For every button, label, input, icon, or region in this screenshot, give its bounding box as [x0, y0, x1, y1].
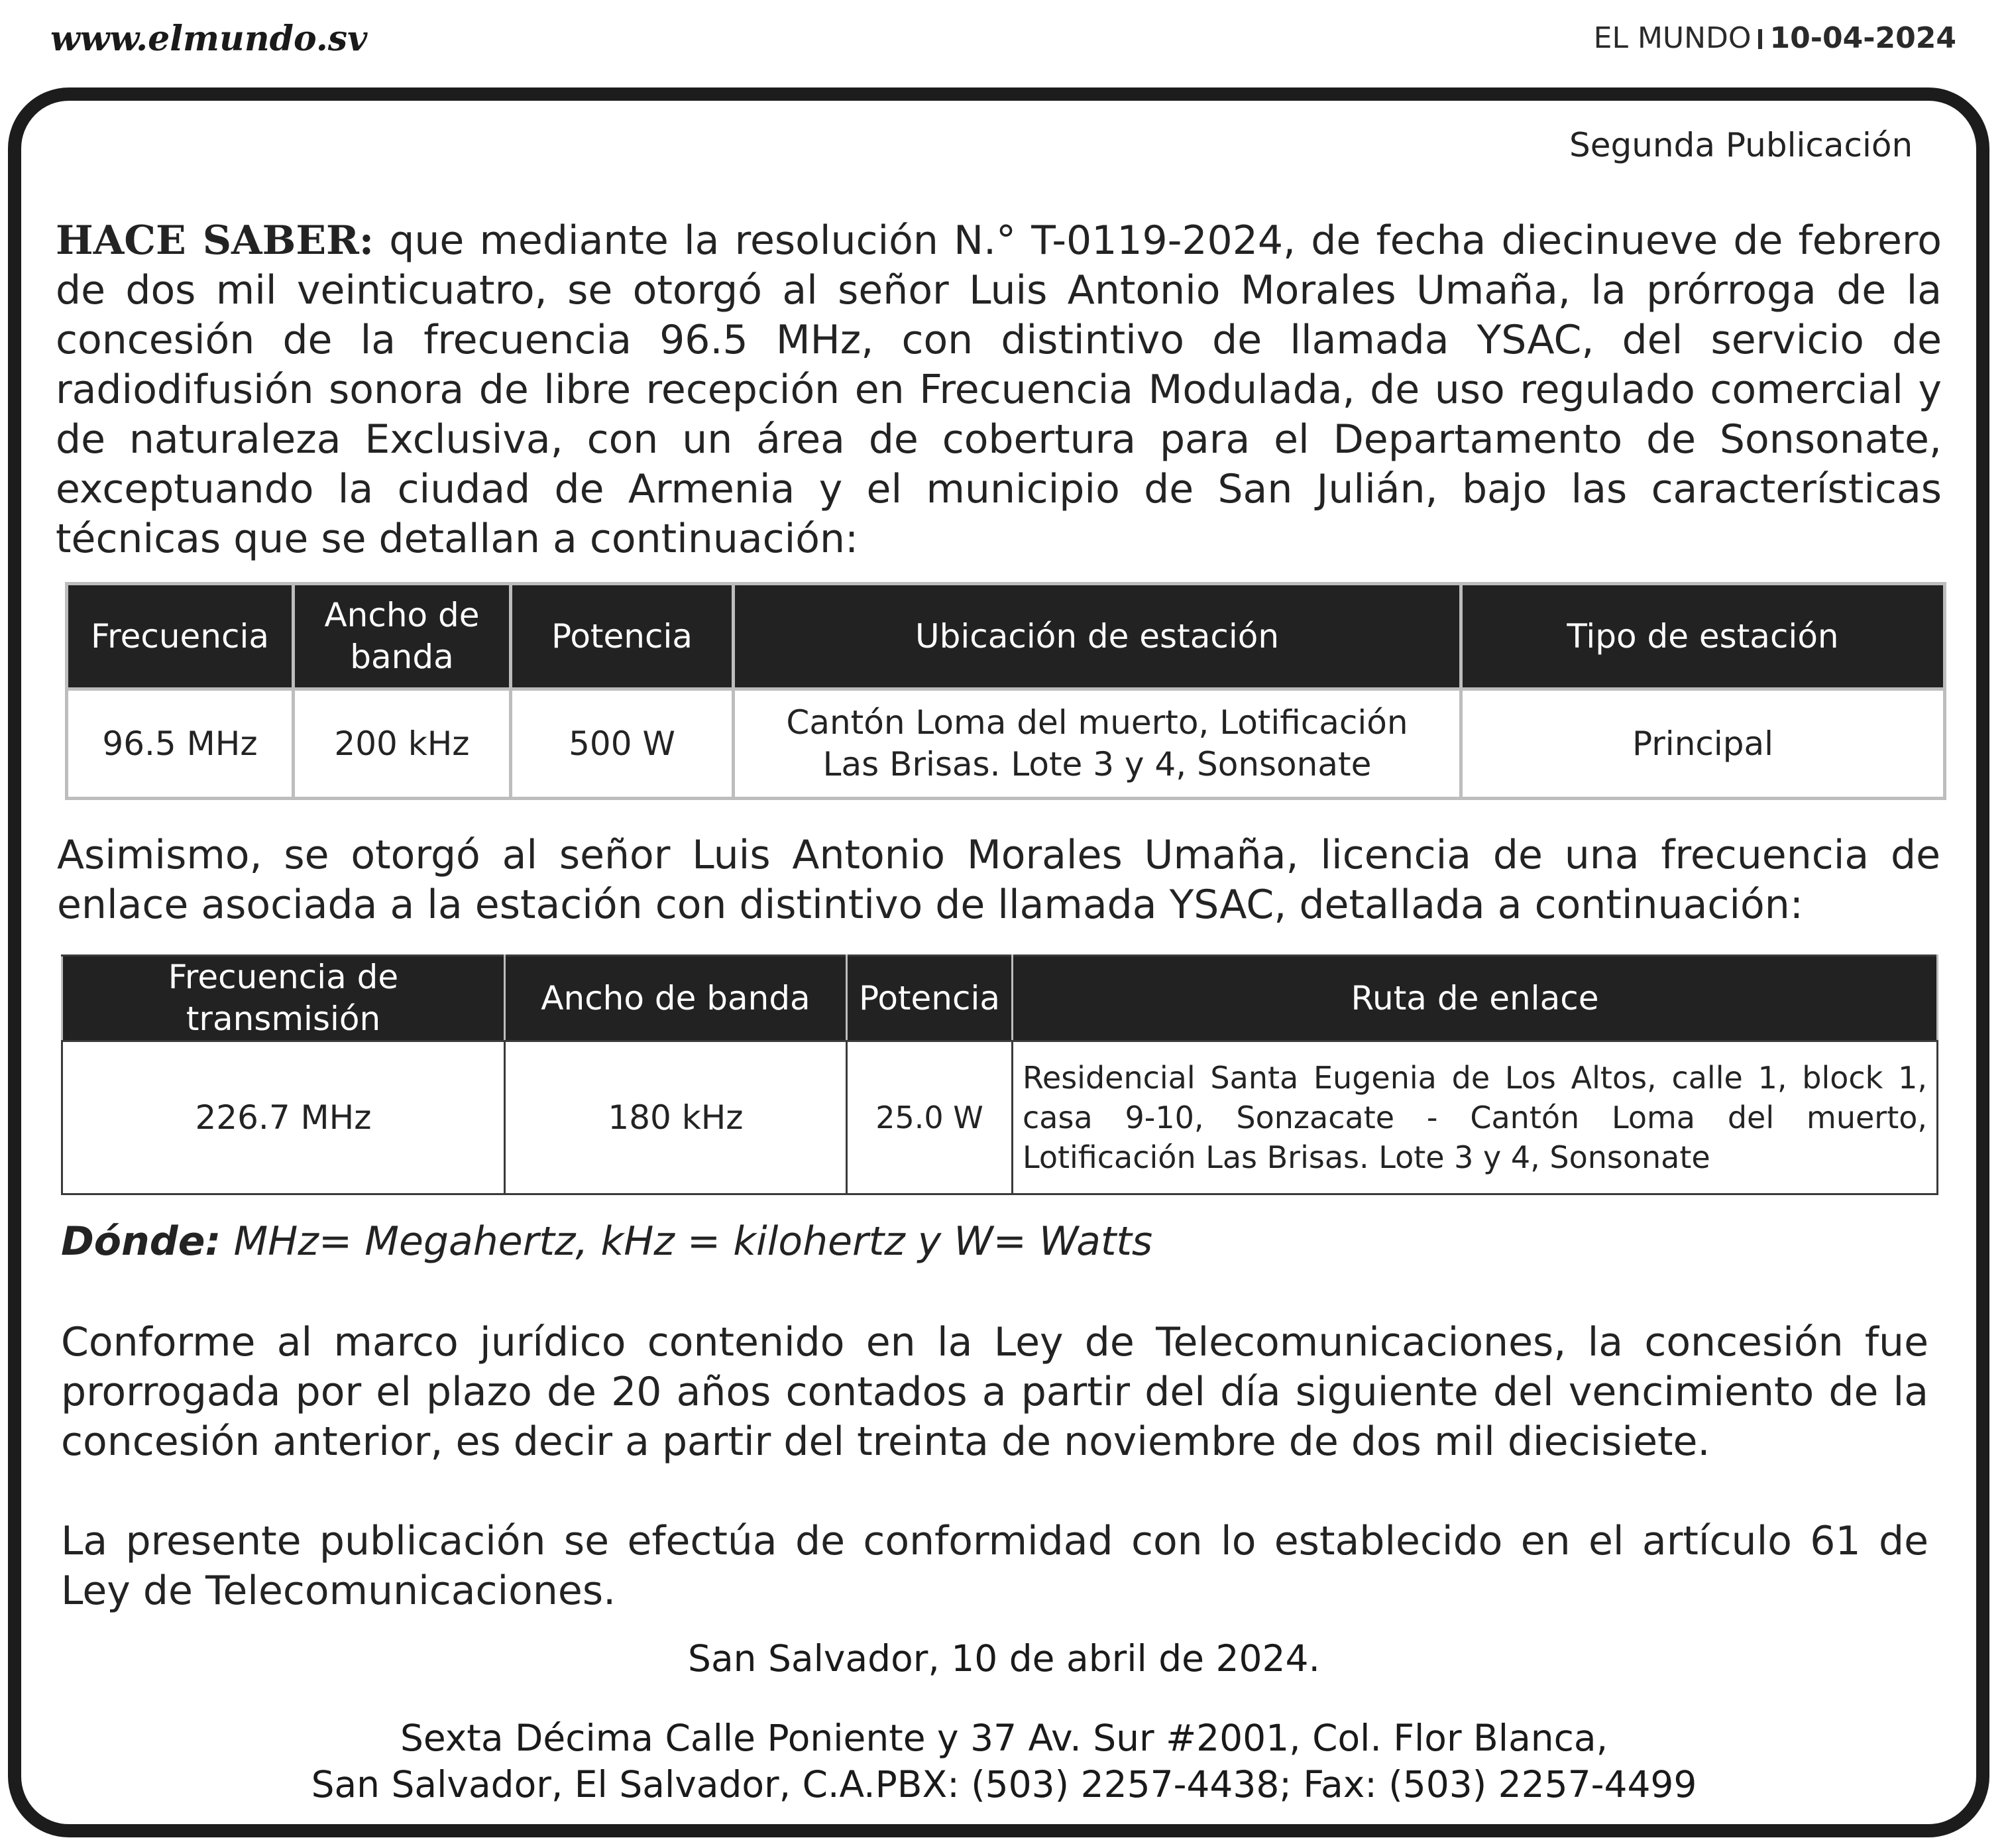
- cell-potencia: 500 W: [511, 689, 734, 799]
- place-and-date: San Salvador, 10 de abril de 2024.: [688, 1637, 1320, 1680]
- cell-tipo: Principal: [1461, 689, 1945, 799]
- cell-frecuencia: 96.5 MHz: [67, 689, 294, 799]
- link-table-header: [62, 956, 1938, 1041]
- col-frecuencia-transmision: Frecuencia de transmisión: [62, 956, 505, 1041]
- units-legend: [61, 1218, 1152, 1265]
- cell-ancho-de-banda: 200 kHz: [294, 689, 511, 799]
- table-row: [62, 1041, 1938, 1194]
- license-paragraph: Asimismo, se otorgó al señor Luis Antonio Morales Umaña, licencia de una frecuencia de enlace asociada a la estación con distintivo de llamada YSAC, detallada a continuación:: [57, 832, 1940, 928]
- cell-frecuencia-transmision: 226.7 MHz: [62, 1041, 505, 1194]
- site-url: www.elmundo.sv: [50, 19, 368, 59]
- paper-name: EL MUNDO: [1593, 21, 1752, 55]
- units-legend-text: MHz= Megahertz, kHz = kilohertz y W= Watts: [233, 1218, 1153, 1265]
- intro-body: que mediante la resolución N.° T-0119-2024, de fecha diecinueve de febrero de dos mil veinticuatro, se otorgó al señor Luis Antonio Morales Umaña, la prórroga de la concesión de la frecuencia 96.5 MHz, con distintivo de llamada YSAC, del servicio de radiodifusión sonora de libre recepción en Frecuencia Modulada, de uso regulado comercial y de naturaleza Exclusiva, con un área de cobertura para el Departamento de Sonsonate, exceptuando la ciudad de Armenia y el municipio de San Julián, bajo las características técnicas que se detallan a continuación:: [56, 217, 1942, 562]
- address-line-2: San Salvador, El Salvador, C.A.PBX: (503) 2257-4438; Fax: (503) 2257-4499: [311, 1763, 1697, 1806]
- publication-tag: Segunda Publicación: [1569, 126, 1913, 164]
- col-ancho-de-banda: Ancho de banda: [294, 584, 511, 689]
- cell-potencia: 25.0 W: [847, 1041, 1013, 1194]
- intro-paragraph: [56, 216, 1942, 564]
- extension-paragraph: Conforme al marco jurídico contenido en la Ley de Telecomunicaciones, la concesión fue prorrogada por el plazo de 20 años contados a partir del día siguiente del vencimiento de la concesión anterior, es decir a partir del treinta de noviembre de dos mil diecisiete.: [61, 1319, 1928, 1465]
- publication-date: 10-04-2024: [1769, 21, 1956, 55]
- masthead: [1594, 21, 1956, 55]
- col-ubicacion: Ubicación de estación: [734, 584, 1461, 689]
- cell-ubicacion: Cantón Loma del muerto, Lotificación Las Brisas. Lote 3 y 4, Sonsonate: [734, 689, 1461, 799]
- table-row: [67, 689, 1945, 799]
- masthead-separator: [1758, 29, 1762, 49]
- col-frecuencia: Frecuencia: [67, 584, 294, 689]
- intro-lead: HACE SABER:: [56, 217, 374, 264]
- station-table-header: [67, 584, 1945, 689]
- address-line-1: Sexta Décima Calle Poniente y 37 Av. Sur #2001, Col. Flor Blanca,: [400, 1717, 1608, 1759]
- legal-basis-paragraph: La presente publicación se efectúa de conformidad con lo establecido en el artículo 61 de Ley de Telecomunicaciones.: [61, 1518, 1928, 1614]
- units-legend-label: Dónde:: [61, 1218, 221, 1265]
- station-table: [65, 582, 1946, 800]
- col-tipo: Tipo de estación: [1461, 584, 1945, 689]
- link-table: [61, 954, 1938, 1195]
- col-potencia: Potencia: [847, 956, 1013, 1041]
- cell-ruta-de-enlace: Residencial Santa Eugenia de Los Altos, calle 1, block 1, casa 9-10, Sonzacate - Cantón Loma del muerto, Lotificación Las Brisas. Lote 3 y 4, Sonsonate: [1013, 1041, 1938, 1194]
- col-ruta-de-enlace: Ruta de enlace: [1013, 956, 1938, 1041]
- cell-ancho-de-banda: 180 kHz: [505, 1041, 847, 1194]
- col-potencia: Potencia: [511, 584, 734, 689]
- col-ancho-de-banda: Ancho de banda: [505, 956, 847, 1041]
